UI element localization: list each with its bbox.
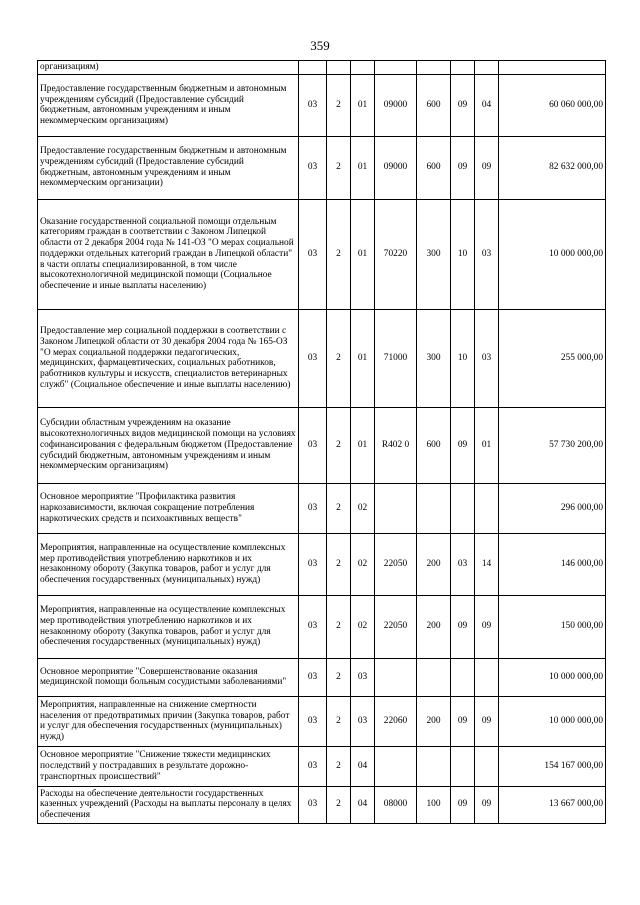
expense-type-code-cell: 200 [417,533,451,595]
amount-cell: 10 000 000,00 [499,696,606,746]
measure-code-cell: 01 [351,136,375,199]
program-code-cell [299,61,327,75]
expense-type-code-cell: 200 [417,595,451,658]
direction-code-cell [375,746,417,786]
expense-type-code-cell [417,746,451,786]
subprogram-code-cell: 2 [327,483,351,533]
row-description-cell: Оказание государственной социальной помощи отдельным категориям граждан в соответствии с Законом Липецкой области от 2 декабря 2004 года № 141-ОЗ "О мерах социальной поддержки отдельных категорий граждан в Липецкой области" в части оплаты специализированной, в том числе высокотехнологичной медицинской помощи (Социальное обеспечение и иные выплаты населению) [38,199,299,309]
program-code-cell: 03 [299,407,327,483]
measure-code-cell: 02 [351,533,375,595]
direction-code-cell: 70220 [375,199,417,309]
row-description-cell: Субсидии областным учреждениям на оказание высокотехнологичных видов медицинской помощи на условиях софинансирования с федеральным бюджетом (Предоставление субсидий бюджетным, автономным учреждениям и иным некоммерческим организациям) [38,407,299,483]
table-row [38,533,606,595]
direction-code-cell: 71000 [375,309,417,407]
subprogram-code-cell: 2 [327,407,351,483]
subsection-code-cell: 03 [475,309,499,407]
row-description-cell: Предоставление государственным бюджетным и автономным учреждениям субсидий (Предоставление субсидий бюджетным, автономным учреждениям и иным некоммерческим организации) [38,136,299,199]
table-row [38,407,606,483]
direction-code-cell [375,483,417,533]
section-code-cell: 09 [451,136,475,199]
row-description-cell: Предоставление мер социальной поддержки в соответствии с Законом Липецкой области от 30 декабря 2004 года № 165-ОЗ "О мерах социальной поддержки педагогических, медицинских, фармацевтических, социальных работников, работников культуры и искусств, специалистов ветеринарных служб" (Социальное обеспечение и иные выплаты населению) [38,309,299,407]
table-row [38,658,606,696]
section-code-cell [451,61,475,75]
row-description-cell: Мероприятия, направленные на снижение смертности населения от предотвратимых причин (Закупка товаров, работ и услуг для обеспечения государственных (муниципальных) нужд) [38,696,299,746]
section-code-cell: 03 [451,533,475,595]
measure-code-cell: 03 [351,696,375,746]
program-code-cell: 03 [299,136,327,199]
measure-code-cell: 01 [351,199,375,309]
subsection-code-cell: 03 [475,199,499,309]
row-description-cell: Основное мероприятие "Совершенствование оказания медицинской помощи больным сосудистыми заболеваниями" [38,658,299,696]
section-code-cell: 09 [451,696,475,746]
row-description-cell: Мероприятия, направленные на осуществление комплексных мер противодействия употреблению наркотиков и их незаконному обороту (Закупка товаров, работ и услуг для обеспечения государственных (муниципальных) нужд) [38,533,299,595]
program-code-cell: 03 [299,309,327,407]
subprogram-code-cell: 2 [327,746,351,786]
program-code-cell: 03 [299,483,327,533]
expense-type-code-cell [417,483,451,533]
subsection-code-cell [475,61,499,75]
subsection-code-cell: 04 [475,74,499,136]
subprogram-code-cell: 2 [327,309,351,407]
program-code-cell: 03 [299,658,327,696]
program-code-cell: 03 [299,595,327,658]
subsection-code-cell [475,483,499,533]
direction-code-cell [375,61,417,75]
subprogram-code-cell: 2 [327,786,351,823]
direction-code-cell: 22050 [375,595,417,658]
subsection-code-cell: 09 [475,595,499,658]
direction-code-cell: 22060 [375,696,417,746]
amount-cell: 10 000 000,00 [499,658,606,696]
direction-code-cell [375,658,417,696]
budget-table-body [38,61,606,824]
subsection-code-cell: 14 [475,533,499,595]
subprogram-code-cell: 2 [327,696,351,746]
measure-code-cell: 04 [351,746,375,786]
expense-type-code-cell: 600 [417,74,451,136]
program-code-cell: 03 [299,74,327,136]
measure-code-cell: 01 [351,74,375,136]
row-description-cell: Предоставление государственным бюджетным и автономным учреждениям субсидий (Предоставление субсидий бюджетным, автономным учреждениям и иным некоммерческим организациям) [38,74,299,136]
expense-type-code-cell: 300 [417,199,451,309]
subsection-code-cell [475,746,499,786]
amount-cell: 296 000,00 [499,483,606,533]
table-row [38,74,606,136]
section-code-cell: 10 [451,199,475,309]
expense-type-code-cell [417,658,451,696]
amount-cell: 82 632 000,00 [499,136,606,199]
row-description-cell: Мероприятия, направленные на осуществление комплексных мер противодействия употреблению наркотиков и их незаконному обороту (Закупка товаров, работ и услуг для обеспечения государственных (муниципальных) нужд) [38,595,299,658]
amount-cell: 146 000,00 [499,533,606,595]
amount-cell: 10 000 000,00 [499,199,606,309]
amount-cell: 57 730 200,00 [499,407,606,483]
subprogram-code-cell: 2 [327,74,351,136]
program-code-cell: 03 [299,786,327,823]
row-description-cell: Расходы на обеспечение деятельности государственных казенных учреждений (Расходы на выплаты персоналу в целях обеспечения [38,786,299,823]
section-code-cell: 09 [451,595,475,658]
subsection-code-cell: 01 [475,407,499,483]
amount-cell: 154 167 000,00 [499,746,606,786]
subsection-code-cell: 09 [475,786,499,823]
amount-cell: 60 060 000,00 [499,74,606,136]
section-code-cell: 09 [451,74,475,136]
subprogram-code-cell: 2 [327,136,351,199]
table-row [38,746,606,786]
measure-code-cell: 01 [351,407,375,483]
row-description-cell: Основное мероприятие "Снижение тяжести медицинских последствий у пострадавших в результате дорожно-транспортных происшествий" [38,746,299,786]
table-row [38,61,606,75]
measure-code-cell: 02 [351,483,375,533]
subprogram-code-cell: 2 [327,199,351,309]
expense-type-code-cell: 100 [417,786,451,823]
program-code-cell: 03 [299,696,327,746]
table-row [38,309,606,407]
subprogram-code-cell: 2 [327,533,351,595]
table-row [38,483,606,533]
table-row [38,136,606,199]
program-code-cell: 03 [299,533,327,595]
table-row [38,696,606,746]
expense-type-code-cell: 300 [417,309,451,407]
table-row [38,595,606,658]
amount-cell: 13 667 000,00 [499,786,606,823]
program-code-cell: 03 [299,199,327,309]
row-description-cell: Основное мероприятие "Профилактика развития наркозависимости, включая сокращение потребления наркотических средств и психоактивных веществ" [38,483,299,533]
amount-cell: 150 000,00 [499,595,606,658]
program-code-cell: 03 [299,746,327,786]
subsection-code-cell [475,658,499,696]
section-code-cell [451,746,475,786]
direction-code-cell: 22050 [375,533,417,595]
section-code-cell: 09 [451,407,475,483]
measure-code-cell: 03 [351,658,375,696]
expense-type-code-cell: 600 [417,136,451,199]
expense-type-code-cell: 600 [417,407,451,483]
direction-code-cell: 08000 [375,786,417,823]
section-code-cell [451,483,475,533]
section-code-cell: 10 [451,309,475,407]
subprogram-code-cell: 2 [327,595,351,658]
measure-code-cell: 02 [351,595,375,658]
expense-type-code-cell [417,61,451,75]
measure-code-cell: 04 [351,786,375,823]
table-row [38,786,606,823]
subprogram-code-cell [327,61,351,75]
subsection-code-cell: 09 [475,136,499,199]
subprogram-code-cell: 2 [327,658,351,696]
table-row [38,199,606,309]
page-number: 359 [310,38,330,53]
amount-cell: 255 000,00 [499,309,606,407]
section-code-cell [451,658,475,696]
amount-cell [499,61,606,75]
measure-code-cell: 01 [351,309,375,407]
row-description-cell: организациям) [38,61,299,75]
budget-table [37,60,606,824]
direction-code-cell: 09000 [375,74,417,136]
subsection-code-cell: 09 [475,696,499,746]
section-code-cell: 09 [451,786,475,823]
direction-code-cell: 09000 [375,136,417,199]
expense-type-code-cell: 200 [417,696,451,746]
measure-code-cell [351,61,375,75]
direction-code-cell: R402 0 [375,407,417,483]
